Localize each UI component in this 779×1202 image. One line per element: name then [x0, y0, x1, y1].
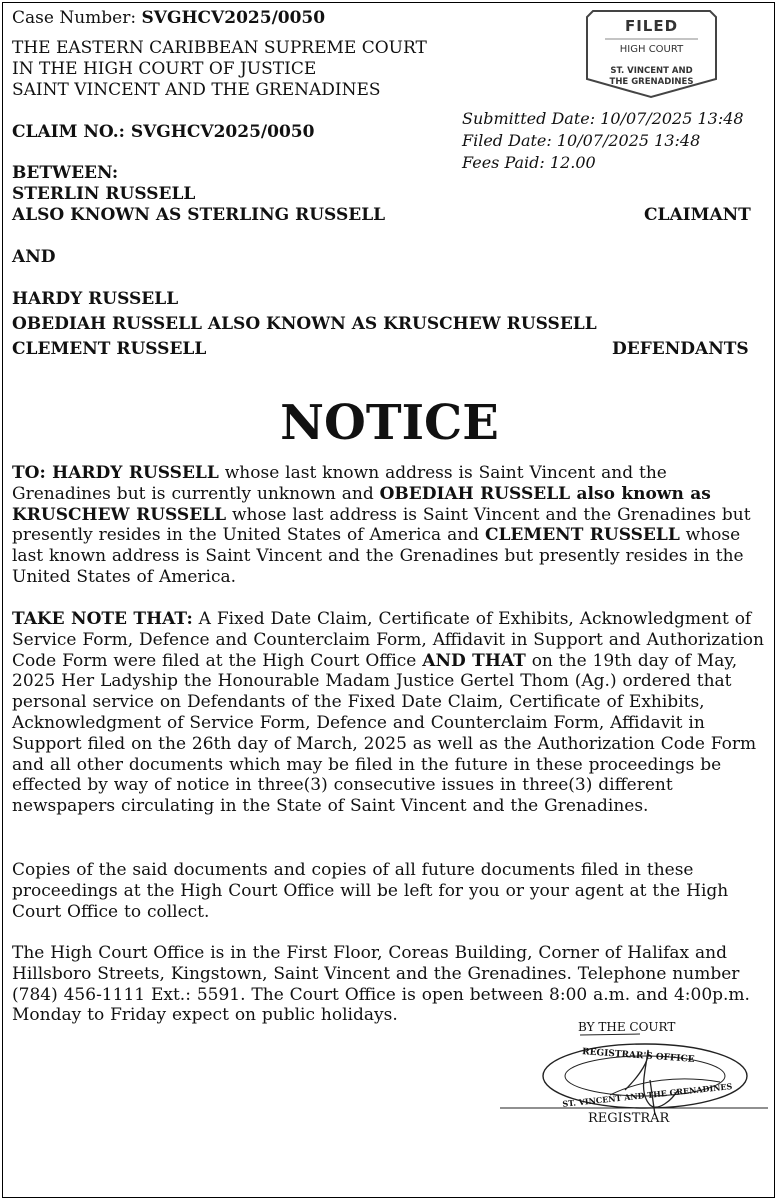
stamp-line-3: THE GRENADINES — [609, 77, 694, 87]
case-number-line — [12, 8, 325, 29]
court-line-3: SAINT VINCENT AND THE GRENADINES — [12, 80, 381, 100]
fees-paid: Fees Paid: 12.00 — [462, 153, 596, 172]
to-obediah-russell: OBEDIAH RUSSELL also known as KRUSCHEW RUSSELL — [12, 483, 711, 525]
claimant-alias: ALSO KNOWN AS STERLING RUSSELL — [12, 205, 386, 225]
take-note-label: TAKE NOTE THAT: — [12, 609, 193, 629]
to-hardy-russell: TO: HARDY RUSSELL — [12, 463, 219, 483]
by-the-court-label: BY THE COURT — [578, 1020, 676, 1034]
and-label: AND — [12, 247, 56, 267]
registrar-label: REGISTRAR — [588, 1111, 670, 1126]
between-label: BETWEEN: — [12, 163, 119, 183]
and-that-label: AND THAT — [422, 650, 526, 671]
stamp-line-1: HIGH COURT — [619, 44, 684, 55]
defendant-role: DEFENDANTS — [612, 339, 749, 359]
claimant-role: CLAIMANT — [644, 205, 751, 225]
claimant-name: STERLIN RUSSELL — [12, 184, 196, 204]
to-paragraph — [12, 463, 770, 588]
defendant-3: CLEMENT RUSSELL — [12, 339, 207, 359]
registrar-seal — [500, 1020, 770, 1130]
filed-stamp — [585, 9, 718, 99]
to-clement-russell: CLEMENT RUSSELL — [484, 525, 680, 546]
to-text-1: whose last known address is Saint Vincent and the Grenadines but is currently unknown and — [12, 463, 667, 504]
office-paragraph: The High Court Office is in the First Floor, Coreas Building, Corner of Halifax and Hillsboro Streets, Kingstown, Saint Vincent and the Grenadines. Telephone number (784) 456-1111 Ext.: 5591. The Court Office is open between 8:00 a.m. and 4:00p.m. Monday to Friday expect on public holidays. — [12, 943, 750, 1026]
seal-ring-top: REGISTRAR'S OFFICE — [581, 1047, 695, 1065]
stamp-line-2: ST. VINCENT AND — [610, 66, 693, 76]
seal-ring-bottom: ST. VINCENT AND THE GRENADINES — [561, 1081, 733, 1109]
defendant-2: OBEDIAH RUSSELL ALSO KNOWN AS KRUSCHEW RUSSELL — [12, 314, 597, 334]
take-note-text-2: on the 19th day of May, 2025 Her Ladyship the Honourable Madam Justice Gertel Thom (Ag.) ordered that personal service on Defendants of the Fixed Date Claim, Certificate of Exhibits, Acknowledgment of Service Form, Defence and Counterclaim Form, Affidavit in Support filed on the 26th day of March, 2025 as well as the Authorization Code Form and all other documents which may be filed in the future in these proceedings be effected by way of notice in three(3) consecutive issues in three(3) different newspapers circulating in the State of Saint Vincent and the Grenadines. — [12, 650, 757, 817]
submitted-date: Submitted Date: 10/07/2025 13:48 — [462, 109, 744, 128]
court-line-1: THE EASTERN CARIBBEAN SUPREME COURT — [12, 38, 427, 58]
case-number-value: SVGHCV2025/0050 — [141, 8, 326, 28]
to-text-2: whose last address is Saint Vincent and the Grenadines but presently resides in the United States of America and — [12, 504, 751, 546]
copies-paragraph: Copies of the said documents and copies of all future documents filed in these proceedings at the High Court Office will be left for you or your agent at the High Court Office to collect. — [12, 860, 729, 922]
case-number-label: Case Number: — [12, 8, 142, 28]
stamp-title: FILED — [624, 17, 679, 35]
take-note-paragraph — [12, 609, 770, 817]
court-line-2: IN THE HIGH COURT OF JUSTICE — [12, 59, 317, 79]
take-note-text-1: A Fixed Date Claim, Certificate of Exhibits, Acknowledgment of Service Form, Defence and Counterclaim Form, Affidavit in Support and Authorization Code Form were filed at the High Court Office — [12, 609, 764, 671]
notice-title: NOTICE — [280, 395, 499, 451]
defendant-1: HARDY RUSSELL — [12, 289, 179, 309]
filed-date: Filed Date: 10/07/2025 13:48 — [462, 131, 701, 150]
to-text-3: whose last known address is Saint Vincent and the Grenadines but presently resides in the United States of America. — [12, 525, 744, 587]
claim-number: CLAIM NO.: SVGHCV2025/0050 — [12, 122, 315, 142]
